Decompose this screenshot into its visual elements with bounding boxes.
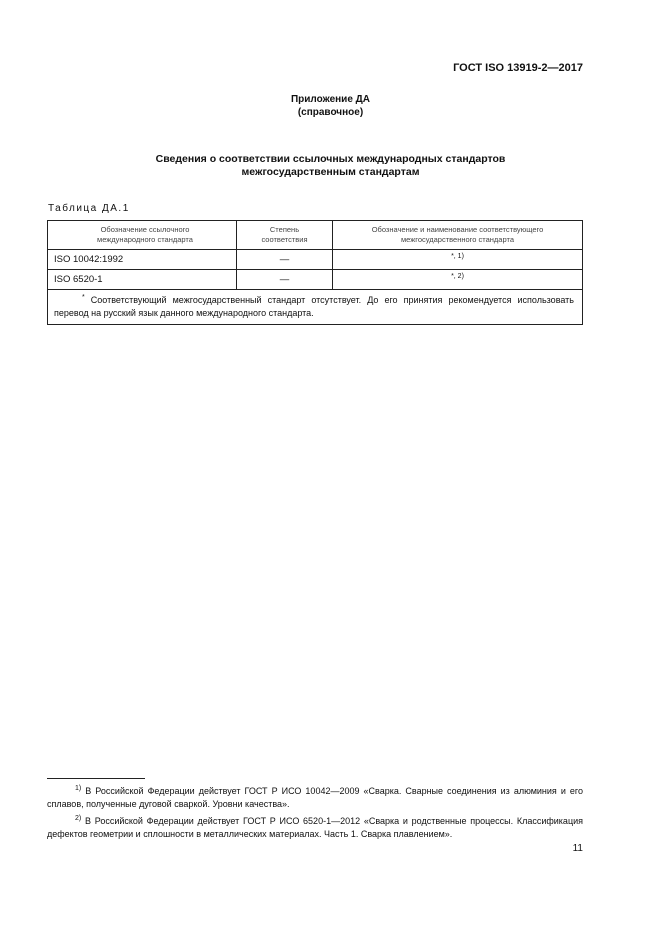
table-row bbox=[48, 250, 583, 270]
cell-mark: * bbox=[451, 252, 454, 260]
table-note bbox=[48, 290, 583, 325]
header-standard-line2: международного стандарта bbox=[97, 235, 193, 244]
header-standard bbox=[48, 221, 237, 250]
section-title bbox=[0, 153, 661, 179]
note-text: Соответствующий межгосударственный стандарт отсутствует. До его принятия рекомендуется использовать перевод на русский язык данного международного стандарта. bbox=[54, 295, 574, 318]
reference-table bbox=[47, 220, 583, 325]
document-code: ГОСТ ISO 13919-2—2017 bbox=[453, 62, 583, 74]
table-header-row bbox=[48, 221, 583, 250]
table-caption: Таблица ДА.1 bbox=[48, 203, 130, 214]
annex-heading bbox=[0, 93, 661, 119]
header-national-standard bbox=[333, 221, 583, 250]
annex-subtitle: (справочное) bbox=[297, 107, 364, 118]
cell-footnote-ref: , 2) bbox=[453, 272, 464, 280]
header-degree-line1: Степень bbox=[269, 225, 300, 234]
header-degree bbox=[237, 221, 333, 250]
cell-footnote-ref: , 1) bbox=[453, 252, 464, 260]
section-title-line1: Сведения о соответствии ссылочных международных стандартов bbox=[155, 153, 506, 165]
footnote bbox=[47, 815, 583, 841]
footnote-mark: 2) bbox=[75, 815, 82, 822]
header-national-line1: Обозначение и наименование соответствующего bbox=[371, 225, 544, 234]
footnote-mark: 1) bbox=[75, 785, 82, 792]
cell-standard: ISO 6520-1 bbox=[48, 270, 237, 290]
annex-title: Приложение ДА bbox=[290, 94, 371, 105]
footnote-divider bbox=[47, 778, 145, 779]
header-standard-line1: Обозначение ссылочного bbox=[100, 225, 190, 234]
header-national-line2: межгосударственного стандарта bbox=[401, 235, 514, 244]
header-degree-line2: соответствия bbox=[261, 235, 308, 244]
cell-national-standard bbox=[333, 270, 583, 290]
table-row bbox=[48, 270, 583, 290]
cell-mark: * bbox=[451, 272, 454, 280]
cell-degree: — bbox=[237, 250, 333, 270]
page-number: 11 bbox=[572, 843, 583, 854]
cell-degree: — bbox=[237, 270, 333, 290]
table-note-row bbox=[48, 290, 583, 325]
footnotes bbox=[47, 785, 583, 845]
note-mark: * bbox=[82, 294, 85, 301]
section-title-line2: межгосударственным стандартам bbox=[241, 166, 420, 178]
footnote-text: В Российской Федерации действует ГОСТ Р ИСО 10042—2009 «Сварка. Сварные соединения из алюминия и его сплавов, полученные дуговой сваркой. Уровни качества». bbox=[47, 786, 583, 809]
cell-national-standard bbox=[333, 250, 583, 270]
footnote-text: В Российской Федерации действует ГОСТ Р ИСО 6520-1—2012 «Сварка и родственные процессы. Классификация дефектов геометрии и сплошности в металлических материалах. Часть 1. Сварка плавлением». bbox=[47, 816, 583, 839]
cell-standard: ISO 10042:1992 bbox=[48, 250, 237, 270]
footnote bbox=[47, 785, 583, 811]
